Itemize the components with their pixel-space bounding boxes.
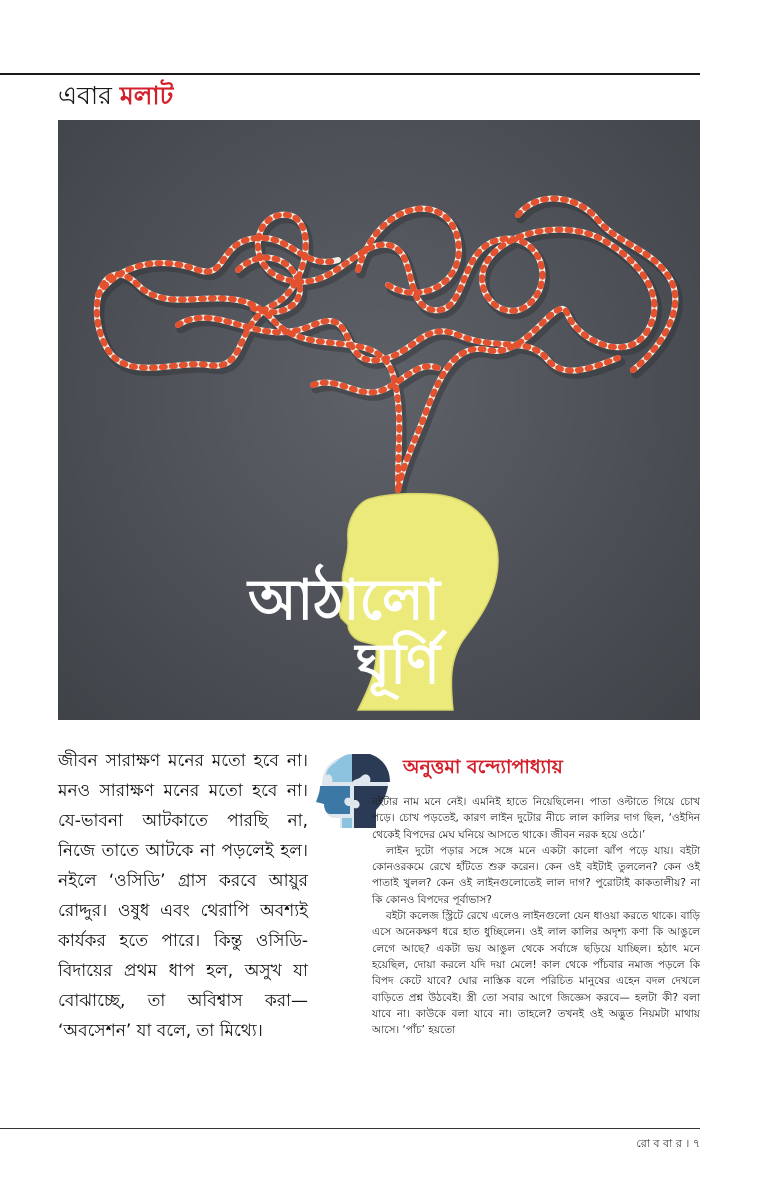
body-paragraph-1: বইটার নাম মনে নেই। এমনিই হাতে নিয়েছিলেন। পাতা ওল্টাতে গিয়ে চোখ পড়ে। চোখ পড়তেই, কারণ লাইন দুটোর নীচে লাল কালির দাগ ছিল, ‘ওইদিন থেকেই বিপদের মেঘ ঘনিয়ে আসতে থাকে। জীবন নরক হয়ে ওঠে।’ bbox=[372, 796, 700, 841]
section-highlight: মলাট bbox=[119, 81, 174, 110]
headline bbox=[248, 568, 440, 696]
section-prefix: এবার bbox=[58, 81, 112, 110]
lead-paragraph: জীবন সারাক্ষণ মনের মতো হবে না। মনও সারাক্ষণ মনের মতো হবে না। যে-ভাবনা আটকাতে পারছি না, নিজে তাতে আটকে না পড়লেই হল। নইলে ‘ওসিডি’ গ্রাস করবে আয়ুর রোদ্দুর। ওষুধ এবং থেরাপি অবশ্যই কার্যকর হতে পারে। কিন্তু ওসিডি-বিদায়ের প্রথম ধাপ হল, অসুখ যা বোঝাচ্ছে, তা অবিশ্বাস করা— ‘অবসেশন’ যা বলে, তা মিথ্যে। bbox=[58, 751, 308, 1041]
headline-line-2: ঘূর্ণি bbox=[355, 631, 440, 697]
header-rule bbox=[0, 73, 700, 75]
author-byline: অনুত্তমা বন্দ্যোপাধ্যায় bbox=[403, 756, 563, 778]
page-folio: রো ব বা র । ৭ bbox=[636, 1137, 700, 1150]
body-paragraph-3: বইটা কলেজ স্ট্রিটে রেখে এলেও লাইনগুলো যেন ধাওয়া করতে থাকে। বাড়ি এসে অনেকক্ষণ ধরে হাত ধুচ্ছিলেন। ওই লাল কালির অদৃশ্য কণা কি আঙুলে লেগে আছে? একটা ভয় আঙুল থেকে সর্বাঙ্গে ছড়িয়ে যাচ্ছিল। হঠাৎ মনে হয়েছিল, দোয়া করলে যদি দয়া মেলে! কাল থেকে পাঁচবার নমাজ পড়লে কি বিপদ কেটে যাবে? ঘোর নাস্তিক বলে পরিচিত মানুষের এহেন বদল দেখলে বাড়িতে প্রশ্ন উঠবেই। স্ত্রী তো সবার আগে জিজ্ঞেস করবে— হলটা কী? বলা যাবে না। কাউকে বলা যাবে না। তাহলে? তখনই ওই অদ্ভুত নিয়মটা মাথায় আসে। ‘পাঁচ’ হয়তো bbox=[372, 910, 700, 1037]
footer-rule bbox=[0, 1128, 700, 1129]
section-label bbox=[58, 80, 173, 112]
body-paragraph-2: লাইন দুটো পড়ার সঙ্গে সঙ্গে মনে একটা কালো ঝাঁপ পড়ে যায়। বইটা কোনওরকমে রেখে হাঁটতে শুরু করেন। কেন ওই বইটাই তুললেন? কেন ওই পাতাই খুলল? কেন ওই লাইনগুলোতেই লাল দাগ? পুরোটাই কাকতালীয়? না কি কোনও বিপদের পূর্বাভাস? bbox=[372, 844, 700, 906]
headline-line-1: আঠালো bbox=[248, 567, 440, 633]
article-body bbox=[372, 794, 700, 1038]
